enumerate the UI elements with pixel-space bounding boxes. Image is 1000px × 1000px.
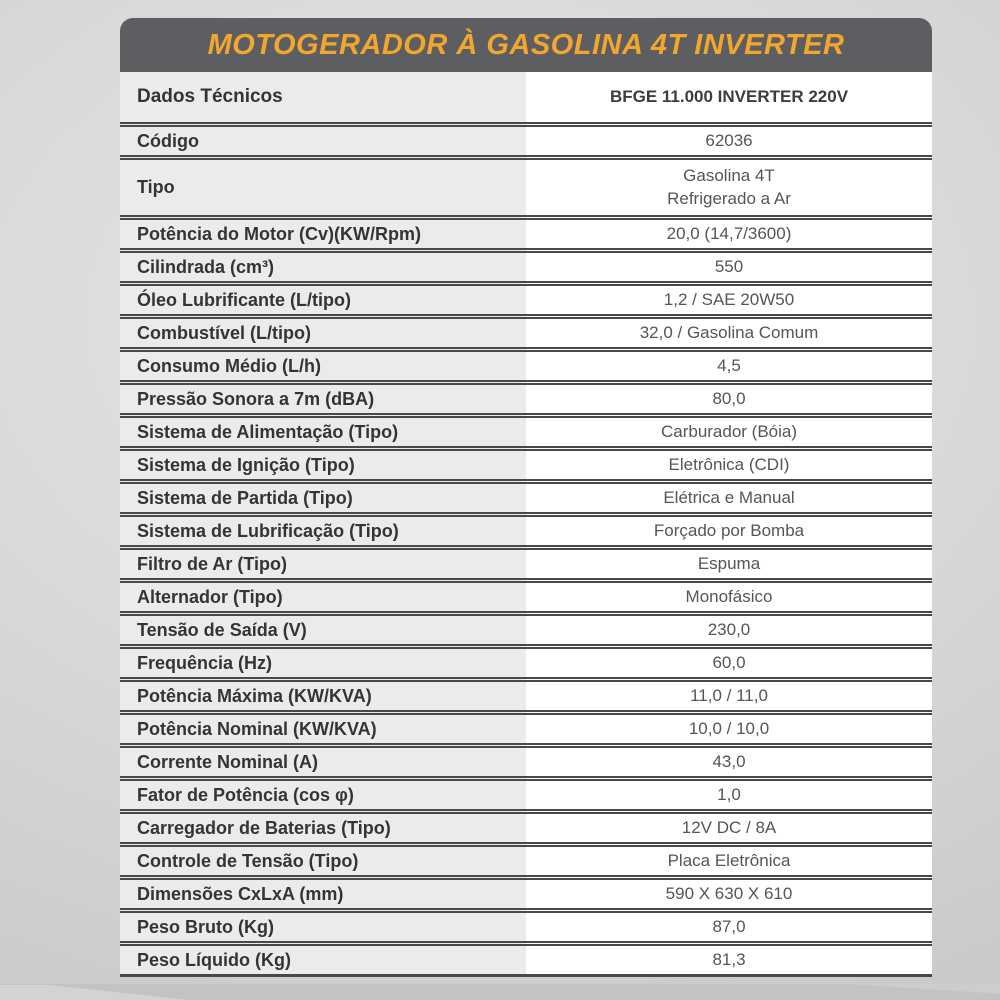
spec-label: Código: [137, 130, 199, 151]
spec-label: Controle de Tensão (Tipo): [137, 850, 359, 871]
spec-value: [526, 913, 932, 941]
spec-value-line: 87,0: [712, 916, 746, 936]
spec-value: [526, 748, 932, 776]
spec-label: Combustível (L/tipo): [137, 322, 311, 343]
spec-row: [120, 451, 932, 479]
spec-value-line: 1,2 / SAE 20W50: [663, 289, 795, 309]
spec-value: [526, 160, 932, 215]
spec-value-line: Monofásico: [685, 586, 773, 606]
spec-row: [120, 385, 932, 413]
spec-value: [526, 781, 932, 809]
spec-row: [120, 649, 932, 677]
spec-value: [526, 517, 932, 545]
spec-label: Alternador (Tipo): [137, 586, 283, 607]
spec-value-line: 11,0 / 11,0: [690, 685, 768, 705]
spec-label: Dimensões CxLxA (mm): [137, 883, 344, 904]
spec-value-line: 1,0: [717, 784, 741, 804]
spec-label: Sistema de Lubrificação (Tipo): [137, 520, 399, 541]
spec-row: [120, 748, 932, 776]
spec-value: [526, 649, 932, 677]
spec-row: [120, 715, 932, 743]
spec-value-line: Espuma: [697, 553, 761, 573]
spec-row: [120, 880, 932, 908]
spec-value: [526, 418, 932, 446]
spec-value-line: 12V DC / 8A: [681, 817, 777, 837]
spec-row: [120, 847, 932, 875]
spec-value-line: Placa Eletrônica: [667, 850, 791, 870]
spec-label: Tensão de Saída (V): [137, 619, 307, 640]
spec-label: Fator de Potência (cos φ): [137, 784, 354, 805]
spec-row: [120, 517, 932, 545]
spec-value: [526, 583, 932, 611]
spec-value-line: 62036: [705, 130, 753, 150]
spec-row: [120, 682, 932, 710]
spec-value: [526, 352, 932, 380]
spec-value-line: Forçado por Bomba: [653, 520, 805, 540]
spec-value-line: Elétrica e Manual: [663, 487, 795, 507]
spec-value: [526, 880, 932, 908]
spec-value: [526, 385, 932, 413]
spec-value-line: 32,0 / Gasolina Comum: [639, 322, 819, 342]
spec-row: [120, 253, 932, 281]
spec-label: Corrente Nominal (A): [137, 751, 319, 772]
spec-value: [526, 451, 932, 479]
spec-value: [526, 847, 932, 875]
spec-label: Pressão Sonora a 7m (dBA): [137, 388, 375, 409]
spec-label: Peso Líquido (Kg): [137, 949, 291, 970]
spec-value: [526, 550, 932, 578]
spec-value: [526, 220, 932, 248]
spec-row: [120, 418, 932, 446]
spec-value: [526, 127, 932, 155]
title-bar: [120, 18, 932, 72]
spec-value-line: 20,0 (14,7/3600): [666, 223, 792, 243]
spec-label: Tipo: [137, 177, 175, 197]
spec-value: [526, 319, 932, 347]
spec-row: [120, 550, 932, 578]
spec-value: [526, 814, 932, 842]
spec-value-line: 60,0: [712, 652, 746, 672]
spec-value-line: Carburador (Bóia): [660, 421, 798, 441]
spec-sheet: [120, 18, 932, 977]
spec-value-line: 81,3: [712, 949, 746, 969]
spec-value-line: 80,0: [712, 388, 746, 408]
spec-label: Cilindrada (cm³): [137, 256, 275, 277]
spec-label: Consumo Médio (L/h): [137, 355, 321, 376]
spec-label: Sistema de Alimentação (Tipo): [137, 421, 399, 442]
model-name: BFGE 11.000 INVERTER 220V: [609, 86, 849, 106]
spec-value-line: 4,5: [717, 355, 741, 375]
spec-value-line: 43,0: [712, 751, 746, 771]
spec-value: [526, 715, 932, 743]
spec-label: Filtro de Ar (Tipo): [137, 553, 287, 574]
spec-value: [526, 682, 932, 710]
spec-label: Potência Máxima (KW/KVA): [137, 685, 372, 706]
spec-row: [120, 781, 932, 809]
spec-row: [120, 946, 932, 974]
spec-label: Frequência (Hz): [137, 652, 273, 673]
spec-row: [120, 814, 932, 842]
spec-row: [120, 220, 932, 248]
spec-value-line: 10,0 / 10,0: [688, 718, 770, 738]
spec-label: Óleo Lubrificante (L/tipo): [137, 289, 351, 310]
spec-row: [120, 319, 932, 347]
table-body: [120, 72, 932, 977]
spec-row: [120, 160, 932, 215]
spec-value-line: Gasolina 4T: [683, 165, 775, 185]
spec-value-line: Eletrônica (CDI): [668, 454, 790, 474]
table-header-label: Dados Técnicos: [137, 86, 283, 107]
spec-value-line: Refrigerado a Ar: [667, 188, 791, 208]
spec-label: Potência do Motor (Cv)(KW/Rpm): [137, 223, 421, 244]
spec-value-line: 590 X 630 X 610: [665, 883, 793, 903]
spec-value: [526, 253, 932, 281]
spec-value-line: 550: [714, 256, 744, 276]
spec-row: [120, 127, 932, 155]
spec-row: [120, 352, 932, 380]
spec-value-line: 230,0: [707, 619, 751, 639]
spec-row: [120, 286, 932, 314]
table-header-row: [120, 72, 932, 122]
spec-row: [120, 616, 932, 644]
spec-value: [526, 616, 932, 644]
spec-label: Sistema de Ignição (Tipo): [137, 454, 355, 475]
page-title: MOTOGERADOR À GASOLINA 4T INVERTER: [207, 28, 845, 61]
spec-row: [120, 583, 932, 611]
spec-row: [120, 484, 932, 512]
spec-label: Carregador de Baterias (Tipo): [137, 817, 391, 838]
spec-value: [526, 286, 932, 314]
spec-value: [526, 946, 932, 974]
spec-label: Peso Bruto (Kg): [137, 916, 274, 937]
spec-label: Sistema de Partida (Tipo): [137, 487, 353, 508]
spec-label: Potência Nominal (KW/KVA): [137, 718, 377, 739]
spec-value: [526, 484, 932, 512]
spec-row: [120, 913, 932, 941]
